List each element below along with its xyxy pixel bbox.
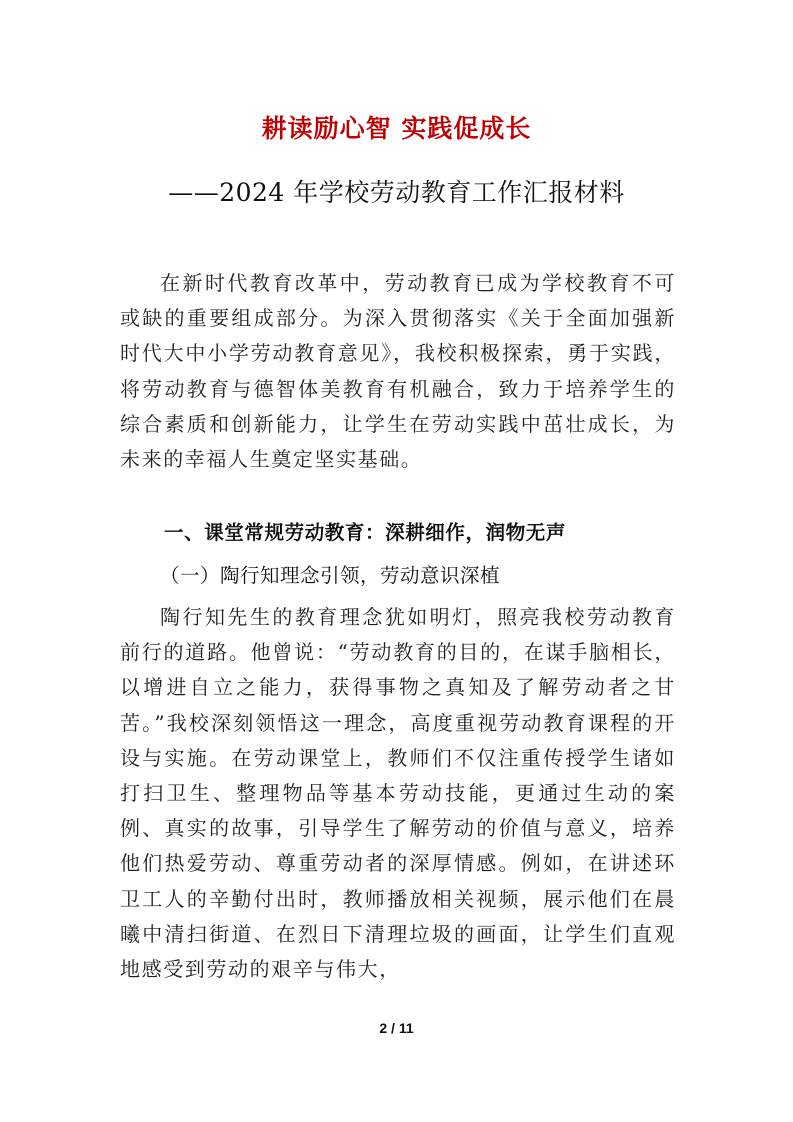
document-subtitle: ——2024 年学校劳动教育工作汇报材料 <box>168 178 625 207</box>
document-title: 耕读励心智 实践促成长 <box>261 114 532 143</box>
subsection-heading: （一）陶行知理念引领，劳动意识深植 <box>160 564 501 587</box>
body-paragraph-tao-xingzhi: 陶行知先生的教育理念犹如明灯，照亮我校劳动教育前行的道路。他曾说：“劳动教育的目的，在谋手脑相长，以增进自立之能力，获得事物之真知及了解劳动者之甘苦。”我校深刻领悟这一理念，高度重视劳动教育课程的开设与实施。在劳动课堂上，教师们不仅注重传授学生诸如打扫卫生、整理物品等基本劳动技能，更通过生动的案例、真实的故事，引导学生了解劳动的价值与意义，培养他们热爱劳动、尊重劳动者的深厚情感。例如，在讲述环卫工人的辛勤付出时，教师播放相关视频，展示他们在晨曦中清扫街道、在烈日下清理垃圾的画面，让学生们直观地感受到劳动的艰辛与伟大， <box>120 605 676 982</box>
section-heading: 一、课堂常规劳动教育：深耕细作，润物无声 <box>164 521 567 544</box>
body-paragraph-intro: 在新时代教育改革中，劳动教育已成为学校教育不可或缺的重要组成部分。为深入贯彻落实《关于全面加强新时代大中小学劳动教育意见》，我校积极探索，勇于实践，将劳动教育与德智体美教育有机融合，致力于培养学生的综合素质和创新能力，让学生在劳动实践中茁壮成长，为未来的幸福人生奠定坚实基础。 <box>120 271 676 472</box>
page-number: 2 / 11 <box>379 1020 414 1036</box>
